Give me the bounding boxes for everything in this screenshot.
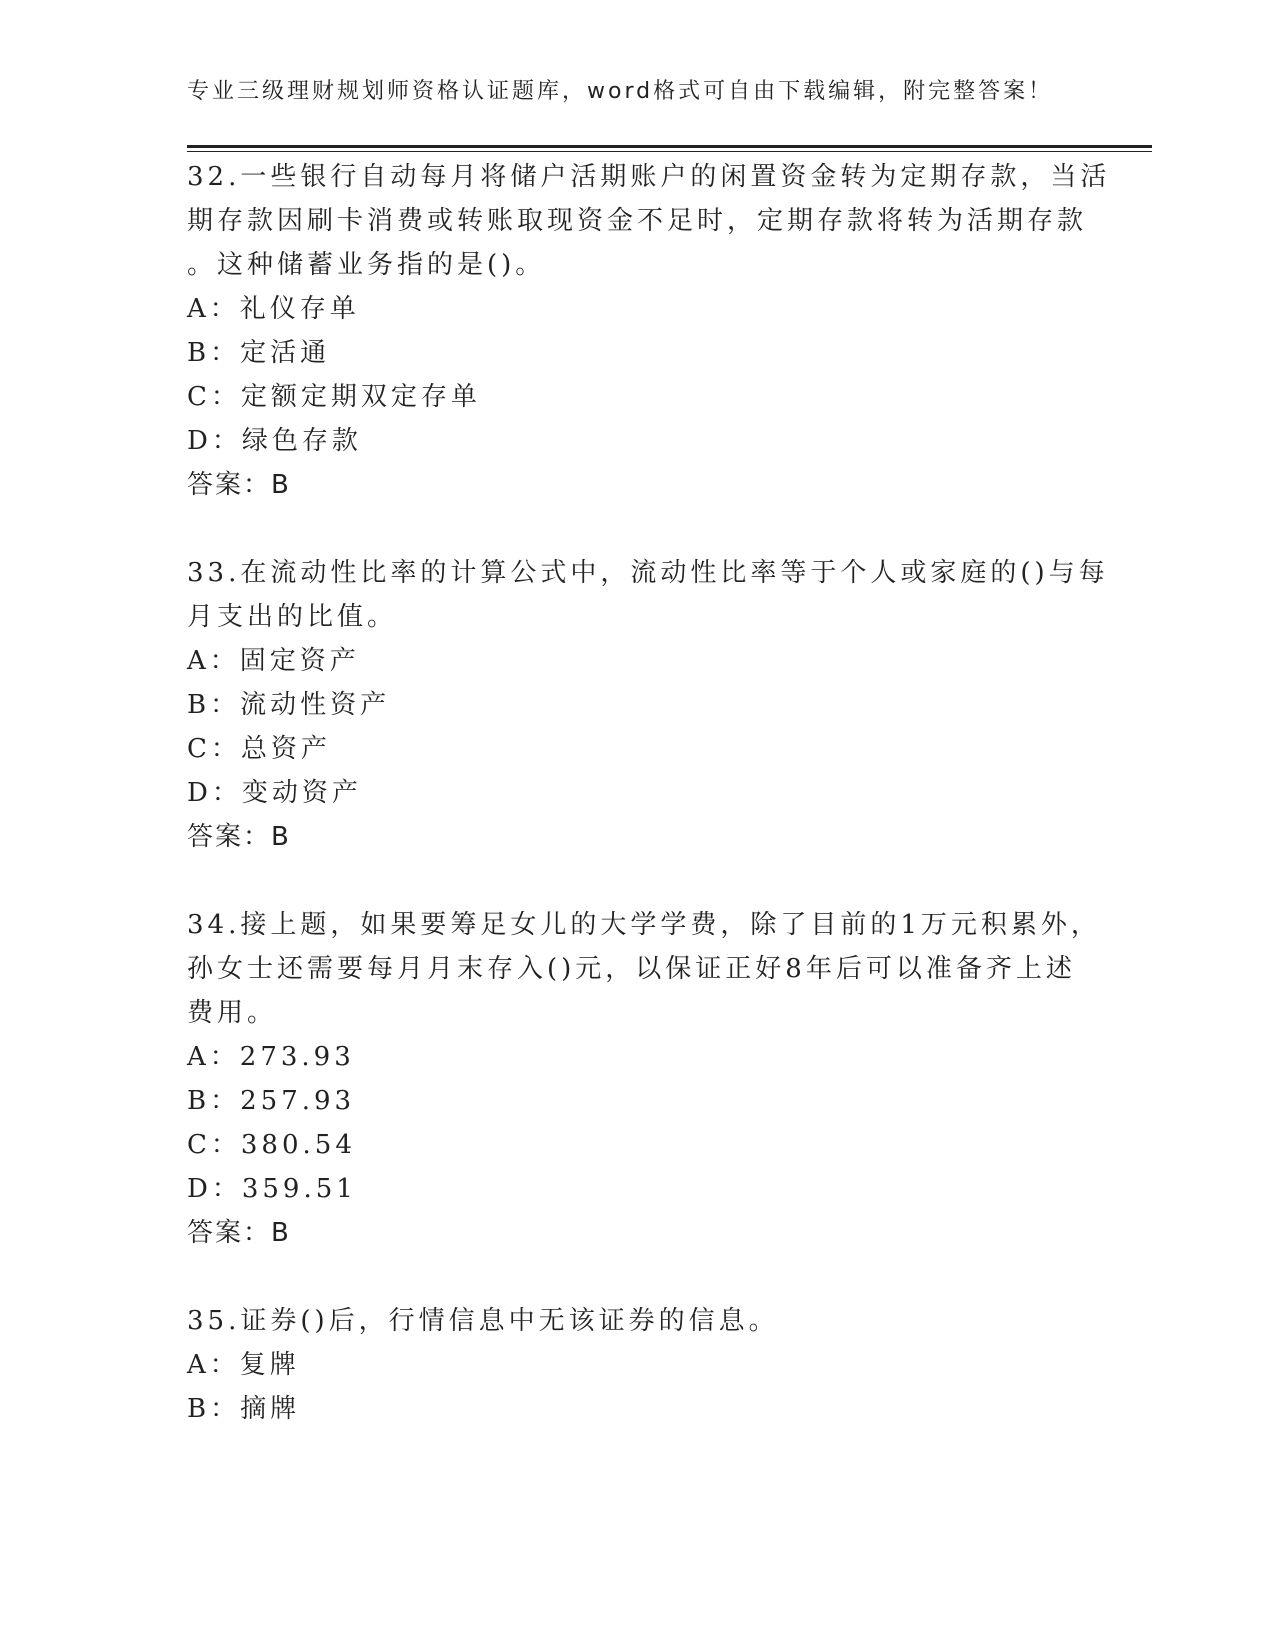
question-stem-line: 期存款因刷卡消费或转账取现资金不足时，定期存款将转为活期存款 — [187, 206, 1088, 236]
question-stem-line: 34.接上题，如果要筹足女儿的大学学费，除了目前的1万元积累外， — [187, 910, 1101, 940]
question-stem-line: 孙女士还需要每月月末存入()元，以保证正好8年后可以准备齐上述 — [187, 954, 1076, 984]
answer: 答案：B — [187, 470, 291, 500]
header-rule-thick — [187, 145, 1152, 148]
option-c: C：380.54 — [187, 1130, 356, 1160]
page-header: 专业三级理财规划师资格认证题库，word格式可自由下载编辑，附完整答案！ — [187, 79, 1054, 104]
question-stem-line: 33.在流动性比率的计算公式中，流动性比率等于个人或家庭的()与每 — [187, 558, 1109, 588]
option-b: B：定活通 — [187, 338, 331, 368]
option-a: A：复牌 — [187, 1350, 300, 1380]
question-stem-line: 35.证券()后，行情信息中无该证券的信息。 — [187, 1306, 779, 1336]
option-b: B：257.93 — [187, 1086, 356, 1116]
option-d: D：绿色存款 — [187, 426, 362, 456]
option-a: A：礼仪存单 — [187, 294, 360, 324]
question-stem-line: 32.一些银行自动每月将储户活期账户的闲置资金转为定期存款，当活 — [187, 162, 1111, 192]
option-d: D：359.51 — [187, 1174, 357, 1204]
option-d: D：变动资产 — [187, 778, 362, 808]
answer: 答案：B — [187, 822, 291, 852]
option-b: B：摘牌 — [187, 1394, 301, 1424]
question-stem-line: 费用。 — [187, 998, 278, 1028]
option-a: A：固定资产 — [187, 646, 360, 676]
answer: 答案：B — [187, 1218, 291, 1248]
option-c: C：总资产 — [187, 734, 331, 764]
question-stem-line: 。这种储蓄业务指的是()。 — [187, 250, 546, 280]
question-stem-line: 月支出的比值。 — [187, 602, 398, 632]
option-c: C：定额定期双定存单 — [187, 382, 481, 412]
header-rule-thin — [187, 151, 1152, 152]
option-a: A：273.93 — [187, 1042, 355, 1072]
option-b: B：流动性资产 — [187, 690, 391, 720]
